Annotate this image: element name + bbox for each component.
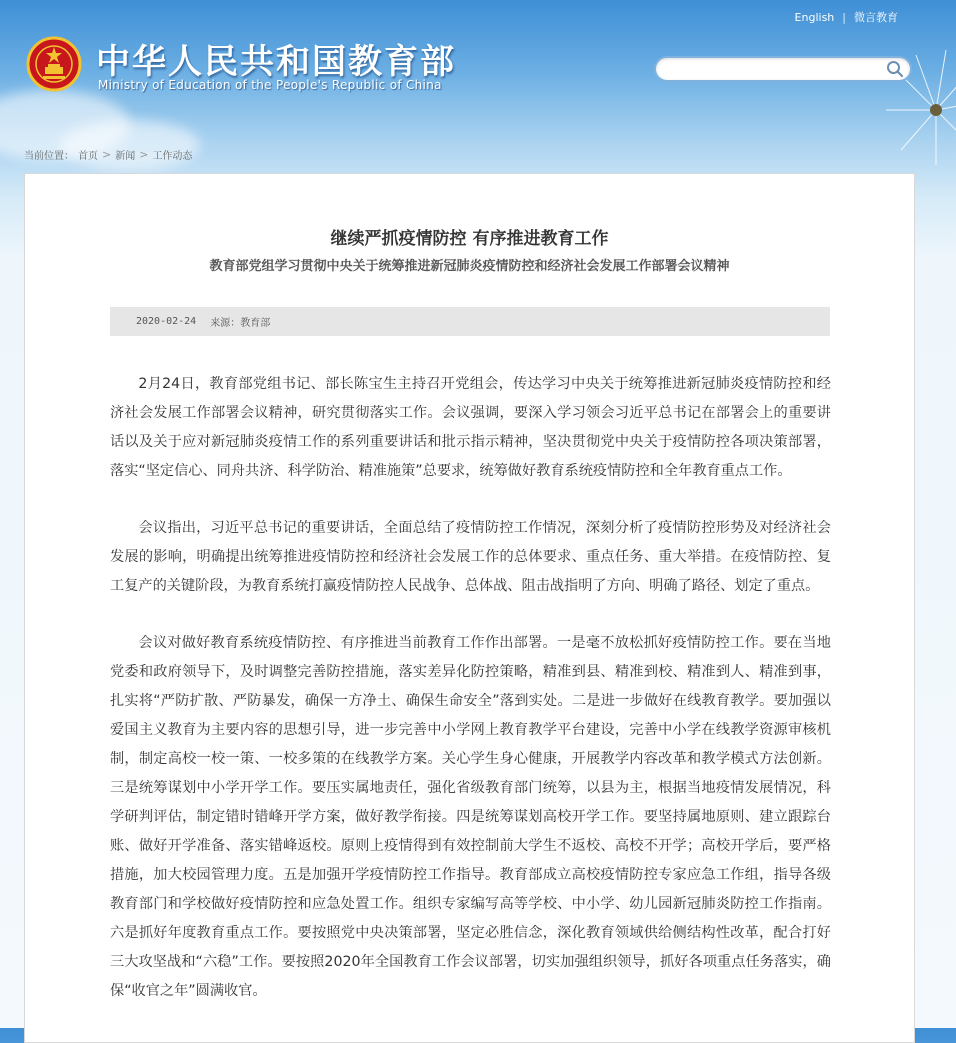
breadcrumb [24,147,192,162]
site-title[interactable]: 中华人民共和国教育部 [96,42,456,82]
chevron-right-icon: > [102,148,112,161]
breadcrumb-home[interactable]: 首页 [78,151,98,162]
article-subtitle: 教育部党组学习贯彻中央关于统筹推进新冠肺炎疫情防控和经济社会发展工作部署会议精神 [209,259,730,274]
article-source: 来源：教育部 [210,318,271,329]
article-container [24,173,915,1043]
article-title: 继续严抓疫情防控 有序推进教育工作 [330,229,609,249]
link-separator: | [842,10,846,24]
site-header [0,0,956,170]
search-input[interactable] [668,58,892,82]
search-icon[interactable] [886,60,904,78]
national-emblem-icon[interactable] [26,36,82,92]
breadcrumb-label: 当前位置： [24,151,74,162]
top-links [795,9,898,25]
site-subtitle: Ministry of Education of the People's Republic of China [98,78,442,92]
article-paragraph: 2月24日，教育部党组书记、部长陈宝生主持召开党组会，传达学习中央关于统筹推进新冠肺炎疫情防控和经济社会发展工作部署会议精神，研究贯彻落实工作。会议强调，要深入学习领会习近平总书记在部署会上的重要讲话以及关于应对新冠肺炎疫情工作的系列重要讲话和批示指示精神，坚决贯彻党中央关于疫情防控各项决策部署，落实“坚定信心、同舟共济、科学防治、精准施策”总要求，统筹做好教育系统疫情防控和全年教育重点工作。 [110,376,831,479]
chevron-right-icon: > [139,148,149,161]
breadcrumb-work-updates[interactable]: 工作动态 [152,151,193,162]
article-date: 2020-02-24 [136,316,197,327]
article-body [110,370,831,1034]
cloud-decoration [60,120,200,170]
article-paragraph: 会议指出，习近平总书记的重要讲话，全面总结了疫情防控工作情况，深刻分析了疫情防控形势及对经济社会发展的影响，明确提出统筹推进疫情防控和经济社会发展工作的总体要求、重点任务、重大举措。在疫情防控、复工复产的关键阶段，为教育系统打赢疫情防控人民战争、总体战、阻击战指明了方向、明确了路径、划定了重点。 [110,520,831,594]
english-link[interactable]: English [794,10,835,24]
article-paragraph: 会议对做好教育系统疫情防控、有序推进当前教育工作作出部署。一是毫不放松抓好疫情防控工作。要在当地党委和政府领导下，及时调整完善防控措施，落实差异化防控策略，精准到县、精准到校、精准到人、精准到事，扎实将“严防扩散、严防暴发，确保一方净土、确保生命安全”落到实处。二是进一步做好在线教育教学。要加强以爱国主义教育为主要内容的思想引导，进一步完善中小学网上教育教学平台建设，完善中小学在线教学资源审核机制，制定高校一校一策、一校多策的在线教学方案。关心学生身心健康，开展教学内容改革和教学模式方法创新。三是统筹谋划中小学开学工作。要压实属地责任，强化省级教育部门统筹，以县为主，根据当地疫情发展情况，科学研判评估，制定错时错峰开学方案，做好教学衔接。四是统筹谋划高校开学工作。要坚持属地原则、建立跟踪台账、做好开学准备、落实错峰返校。原则上疫情得到有效控制前大学生不返校、高校不开学；高校开学后，要严格措施，加大校园管理力度。五是加强开学疫情防控工作指导。教育部成立高校疫情防控专家应急工作组，指导各级教育部门和学校做好疫情防控和应急处置工作。组织专家编写高等学校、中小学、幼儿园新冠肺炎防控工作指南。六是抓好年度教育重点工作。要按照党中央决策部署，坚定必胜信念，深化教育领域供给侧结构性改革，配合打好三大攻坚战和“六稳”工作。要按照2020年全国教育工作会议部署，切实加强组织领导，抓好各项重点任务落实，确保“收官之年”圆满收官。 [110,635,831,999]
breadcrumb-news[interactable]: 新闻 [115,151,136,162]
weixin-link[interactable]: 微言教育 [854,11,898,24]
search-box [654,56,912,82]
article-meta [110,307,830,336]
